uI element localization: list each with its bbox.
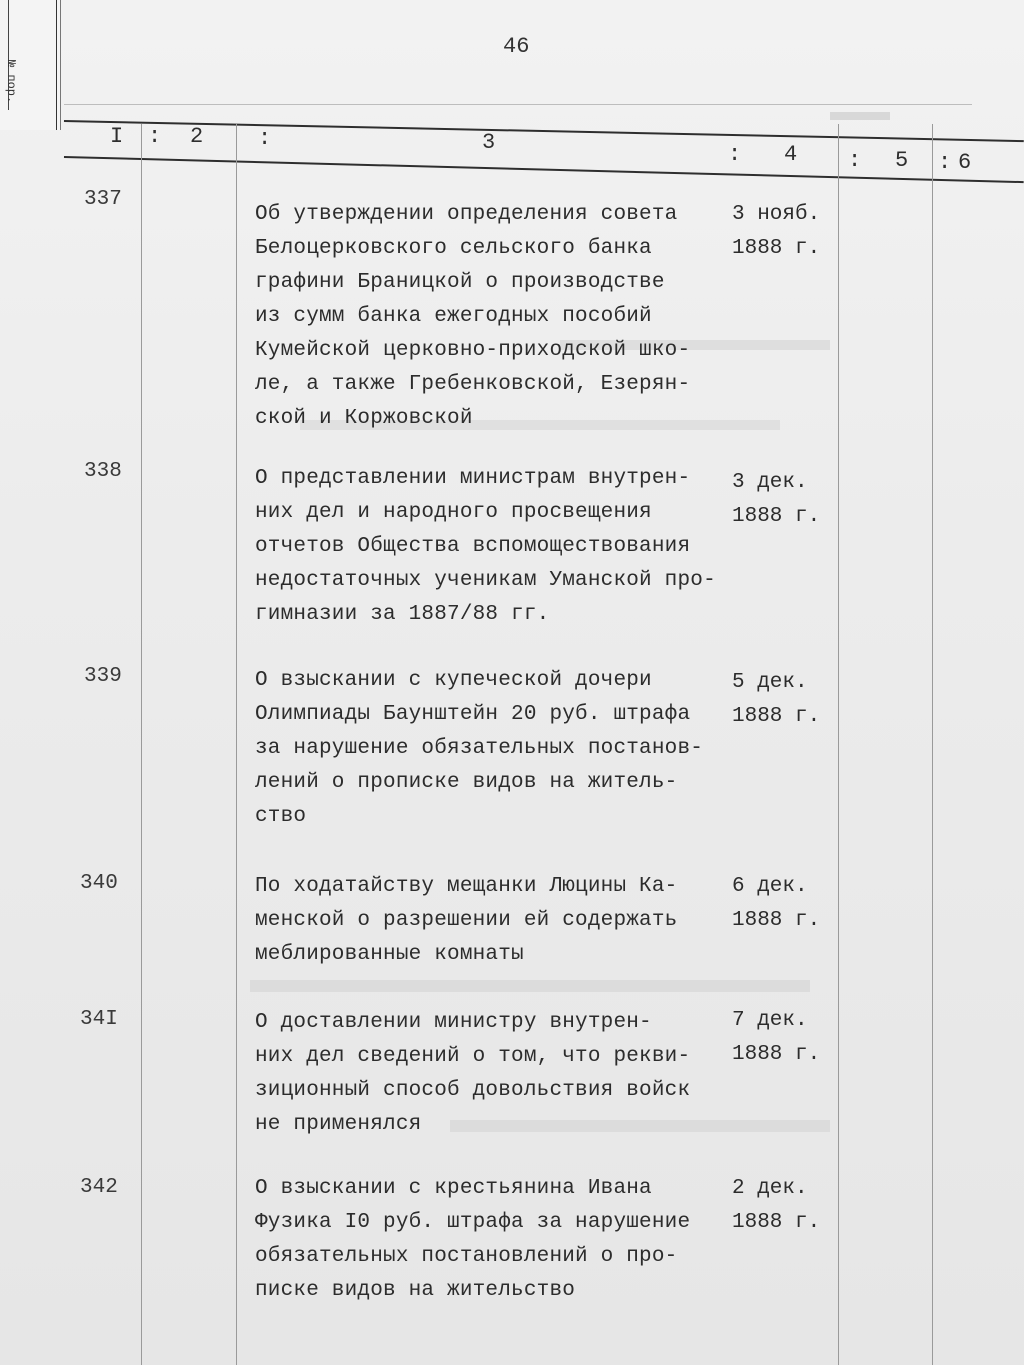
entry-description: О взыскании с крестьянина Ивана Фузика I0 руб. штрафа за нарушение обязательных постановлений о про- писке видов на жительство xyxy=(255,1177,691,1302)
entry-description: О доставлении министру внутрен- них дел сведений о том, что рекви- зиционный способ довольствия войск не применялся xyxy=(255,1011,691,1136)
entry-number: 340 xyxy=(80,872,118,895)
entry-date: 3 нояб. 1888 г. xyxy=(732,203,821,260)
entry-description: По ходатайству мещанки Люцины Ка- менской о разрешении ей содержать меблированные комнаты xyxy=(255,875,678,966)
bleed-through-mark xyxy=(250,980,810,992)
entry-date: 7 дек. 1888 г. xyxy=(732,1009,821,1066)
previous-page-edge xyxy=(0,0,61,130)
entry-date: 2 дек. 1888 г. xyxy=(732,1177,821,1234)
column-6-header: 6 xyxy=(958,150,972,175)
entry-description: Об утверждении определения совета Белоцерковского сельского банка графини Браницкой о производстве из сумм банка ежегодных пособий Кумейской церковно-приходской шко- ле, а также Гребенковской, Езерян- ской и Коржовской xyxy=(255,203,691,430)
header-top-rule xyxy=(64,120,1024,142)
column-divider xyxy=(141,124,142,1365)
column-2-header: 2 xyxy=(190,124,204,149)
entry-date: 5 дек. 1888 г. xyxy=(732,671,821,728)
column-4-header: 4 xyxy=(784,142,798,167)
entry-description: О представлении министрам внутрен- них дел и народного просвещения отчетов Общества вспомоществования недостаточных ученикам Уманской про- гимназии за 1887/88 гг. xyxy=(255,467,716,626)
table-top-faint-rule xyxy=(64,104,972,105)
column-divider xyxy=(838,124,839,1365)
column-separator: : xyxy=(848,148,862,173)
entry-number: 342 xyxy=(80,1176,118,1199)
entry-date: 3 дек. 1888 г. xyxy=(732,471,821,528)
page-edge-line xyxy=(56,0,57,130)
column-3-header: 3 xyxy=(482,130,496,155)
entry-number: 337 xyxy=(84,188,122,211)
entry-number: 34I xyxy=(80,1008,118,1031)
bleed-through-mark xyxy=(830,112,890,120)
column-5-header: 5 xyxy=(895,148,909,173)
column-separator: : xyxy=(258,126,272,151)
column-1-header: I xyxy=(110,124,124,149)
entry-number: 338 xyxy=(84,460,122,483)
column-separator: : xyxy=(728,142,742,167)
entry-description: О взыскании с купеческой дочери Олимпиады Баунштейн 20 руб. штрафа за нарушение обязательных постанов- лений о прописке видов на житель- ство xyxy=(255,669,704,828)
header-bottom-rule xyxy=(64,156,1024,183)
previous-page-column-label: № пор. xyxy=(4,60,18,104)
column-divider xyxy=(932,124,933,1365)
entry-number: 339 xyxy=(84,665,122,688)
entry-date: 6 дек. 1888 г. xyxy=(732,875,821,932)
column-separator: : xyxy=(938,150,952,175)
column-divider xyxy=(236,124,237,1365)
page-number: 46 xyxy=(503,34,530,59)
column-separator: : xyxy=(148,124,162,149)
